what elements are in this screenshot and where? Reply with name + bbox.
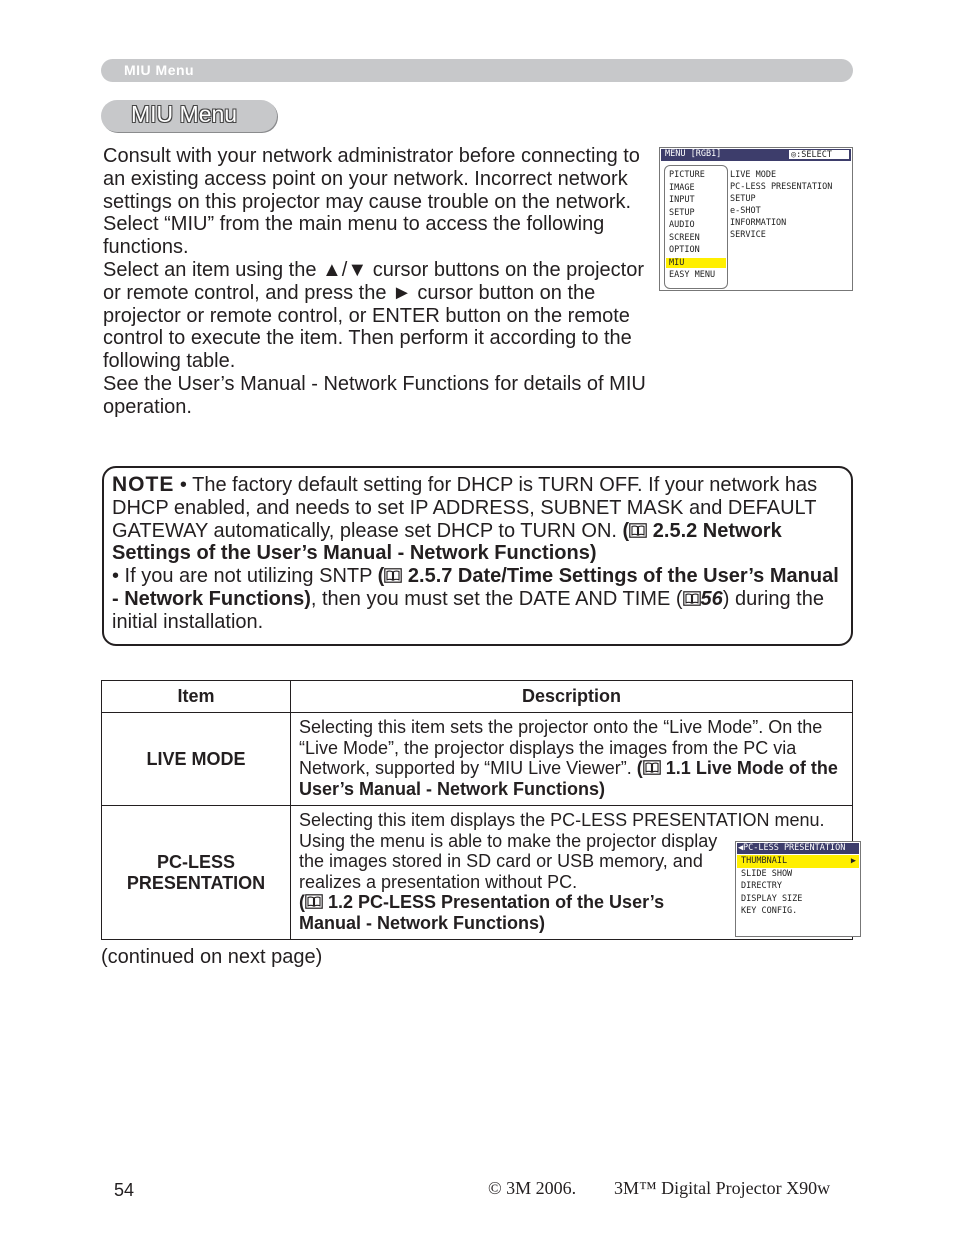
page-number: 54 [114,1180,135,1200]
menu-item: EASY MENU [669,270,716,280]
submenu-item: PC-LESS PRESENTATION [730,182,833,192]
header-section-label: MIU Menu [124,62,195,78]
intro-paragraph: Select “MIU” from the main menu to access the following functions. [103,213,605,259]
note-text-segment: • If you are not utilizing SNTP [112,565,378,588]
table-item-cell: PC-LESS PRESENTATION [102,806,291,940]
submenu-item: e-SHOT [730,206,761,216]
intro-paragraph: Select an item using the ▲/▼ cursor buttons on the projector or remote control, and press the ► cursor button on the projector or remote control, or ENTER button on the remote control to execute the item. Then perform it according to the following table. [103,258,644,373]
table-row [102,806,853,940]
table-header-row [102,681,853,713]
pc-less-menu-title-bar [737,843,859,854]
pc-less-menu-screenshot [735,841,861,937]
product-name: 3M™ Digital Projector X90w [614,1178,831,1198]
note-text-segment: , then you must set the DATE AND TIME ( [310,587,683,610]
triangle-right-icon: ▶ [850,856,856,866]
book-icon [643,760,661,775]
menu-title: MENU [RGB1] [665,149,722,159]
pc-less-menu-item-selected: THUMBNAIL ▶ [737,855,859,868]
submenu-item: LIVE MODE [730,170,777,180]
continued-note: (continued on next page) [101,946,323,968]
description-text: Using the menu is able to make the projector display the images stored in SD card or USB memory, and realizes a presentation without PC. ( 1.2 PC-LESS Presentation of the User’s Manual - Network Functions) [299,830,718,933]
pc-less-menu-item: DIRECTRY [741,881,782,891]
submenu-item: INFORMATION [730,218,787,228]
table-description-cell [291,806,856,940]
note-text [112,474,842,634]
triangle-left-icon: ◀ [738,843,744,853]
menu-item: OPTION [669,245,700,255]
table-row [102,713,853,806]
menu-item: IMAGE [669,182,695,193]
book-icon [683,591,701,606]
menu-item: PICTURE [669,170,705,180]
menu-screenshot [659,147,853,291]
table-header-item: Item [102,681,291,713]
menu-title-bar [661,149,851,161]
manual-reference: ( 1.1 Live Mode of the User’s Manual - Network Functions) [299,758,838,799]
note-reference: ( 2.5.7 Date/Time Settings of the User’s Manual - Network Functions) [112,565,839,610]
menu-item: INPUT [669,195,695,205]
note-text-segment: ) during the initial installation. [112,587,824,633]
table-description-cell: Selecting this item sets the projector onto the “Live Mode”. On the “Live Mode”, the projector displays the images from the PC via Network, supported by “MIU Live Viewer”. ( 1.1 Live Mode of the User’s Manual - Network Functions) [291,713,853,806]
pc-less-menu-item: SLIDE SHOW [741,868,793,879]
functions-table [101,680,856,940]
intro-paragraph: See the User’s Manual - Network Functions for details of MIU operation. [103,372,646,418]
table-item-cell: LIVE MODE [102,713,291,806]
description-line: Selecting this item displays the PC-LESS PRESENTATION menu. [299,810,825,830]
menu-item-selected: MIU [666,258,726,268]
book-icon [305,894,323,909]
intro-text [103,145,653,419]
select-dial-icon: ◎ [791,150,797,160]
select-hint: ◎:SELECT [788,149,850,160]
table-header-description: Description [291,681,853,713]
section-title: MIU Menu [131,101,238,127]
menu-left-list [664,165,728,289]
note-text-segment: • The factory default setting for DHCP is TURN OFF. If your network has DHCP enabled, and needs to set IP ADDRESS, SUBNET MASK and DEFAULT GATEWAY automatically, please set DHCP to TURN ON. [112,474,818,542]
menu-item: AUDIO [669,220,695,230]
manual-reference: ( 1.2 PC-LESS Presentation of the User’s Manual - Network Functions) [299,892,665,933]
book-icon [629,523,647,538]
note-label: NOTE [112,473,175,496]
submenu-item: SERVICE [730,230,766,240]
copyright: © 3M 2006. [488,1178,577,1198]
pc-less-menu-item: DISPLAY SIZE [741,893,803,904]
menu-item: SCREEN [669,232,700,243]
header-bar [101,59,853,82]
intro-paragraph: Consult with your network administrator before connecting to an existing access point on your network. Incorrect network settings on this projector may cause trouble on the network. [103,145,640,213]
note-reference: ( 2.5.2 Network Settings of the User’s Manual - Network Functions) [112,519,782,565]
submenu-item: SETUP [730,194,756,204]
pc-less-menu-item: KEY CONFIG. [741,906,798,916]
page-reference-link[interactable]: 56 [700,587,723,610]
menu-item: SETUP [669,207,695,218]
book-icon [384,568,402,583]
pc-less-menu-title: PC-LESS PRESENTATION [743,843,846,853]
